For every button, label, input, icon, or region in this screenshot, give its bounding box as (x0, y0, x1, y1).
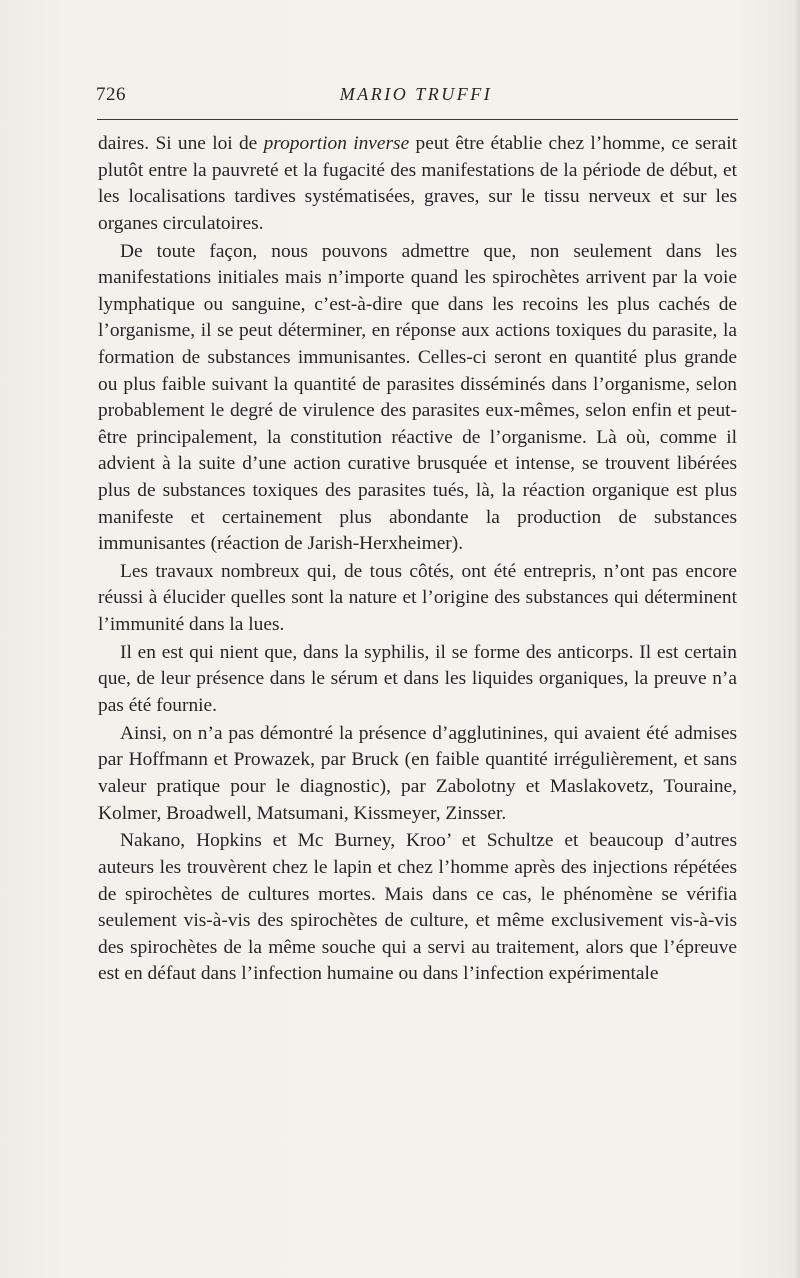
paragraph-2: De toute façon, nous pouvons admettre que, non seulement dans les manifestations initiales mais n’importe quand les spirochètes arrivent par la voie lymphatique ou sanguine, c’est-à-dire que dans les recoins les plus cachés de l’organisme, il se peut déterminer, en réponse aux actions toxiques du parasite, la formation de substances immunisantes. Celles-ci seront en quantité plus grande ou plus faible suivant la quantité de parasites disséminés dans l’organisme, selon probablement le degré de virulence des parasites eux-mêmes, selon enfin et peut-être principalement, la constitution réactive de l’organisme. Là où, comme il advient à la suite d’une action curative brusquée et intense, se trouvent libérées plus de substances toxiques des parasites tués, là, la réaction organique est plus manifeste et certainement plus abondante la production de substances immunisantes (réaction de Jarish-Herxheimer). (98, 240, 737, 555)
page-number: 726 (96, 84, 126, 105)
paragraph-1-start: daires. Si une loi de (98, 133, 264, 154)
paragraph-4: Il en est qui nient que, dans la syphilis, il se forme des anticorps. Il est certain que, de leur présence dans le sérum et dans les liquides organiques, la preuve n’a pas été fournie. (98, 641, 737, 717)
paragraph-1-end: peut être établie chez l’homme, ce serait plutôt entre la pauvreté et la fugacité des manifestations de la période de début, et les localisations tardives systématisées, graves, sur le tissu nerveux et sur les organes circulatoires. (98, 133, 737, 234)
header-rule (97, 119, 738, 120)
running-head: MARIO TRUFFI (339, 84, 493, 104)
paragraph-1 (98, 131, 737, 237)
paragraph-1-emphasis: proportion inverse (263, 133, 410, 154)
page-edge-shadow (794, 0, 800, 1278)
paragraph-3: Les travaux nombreux qui, de tous côtés, ont été entrepris, n’ont pas encore réussi à élucider quelles sont la nature et l’origine des substances qui déterminent l’immunité dans la lues. (98, 560, 737, 636)
paragraph-5: Ainsi, on n’a pas démontré la présence d’agglutinines, qui avaient été admises par Hoffmann et Prowazek, par Bruck (en faible quantité irrégulièrement, et sans valeur pratique pour le diagnostic), par Zabolotny et Maslakovetz, Touraine, Kolmer, Broadwell, Matsumani, Kissmeyer, Zinsser. (98, 722, 737, 824)
page-header (96, 84, 736, 114)
body-text (98, 131, 737, 988)
paragraph-6: Nakano, Hopkins et Mc Burney, Kroo’ et Schultze et beaucoup d’autres auteurs les trouvèrent chez le lapin et chez l’homme après des injections répétées de spirochètes de cultures mortes. Mais dans ce cas, le phénomène se vérifia seulement vis-à-vis des spirochètes de culture, et même exclusivement vis-à-vis des spirochètes de la même souche qui a servi au traitement, alors que l’épreuve est en défaut dans l’infection humaine ou dans l’infection expérimentale (98, 830, 737, 985)
